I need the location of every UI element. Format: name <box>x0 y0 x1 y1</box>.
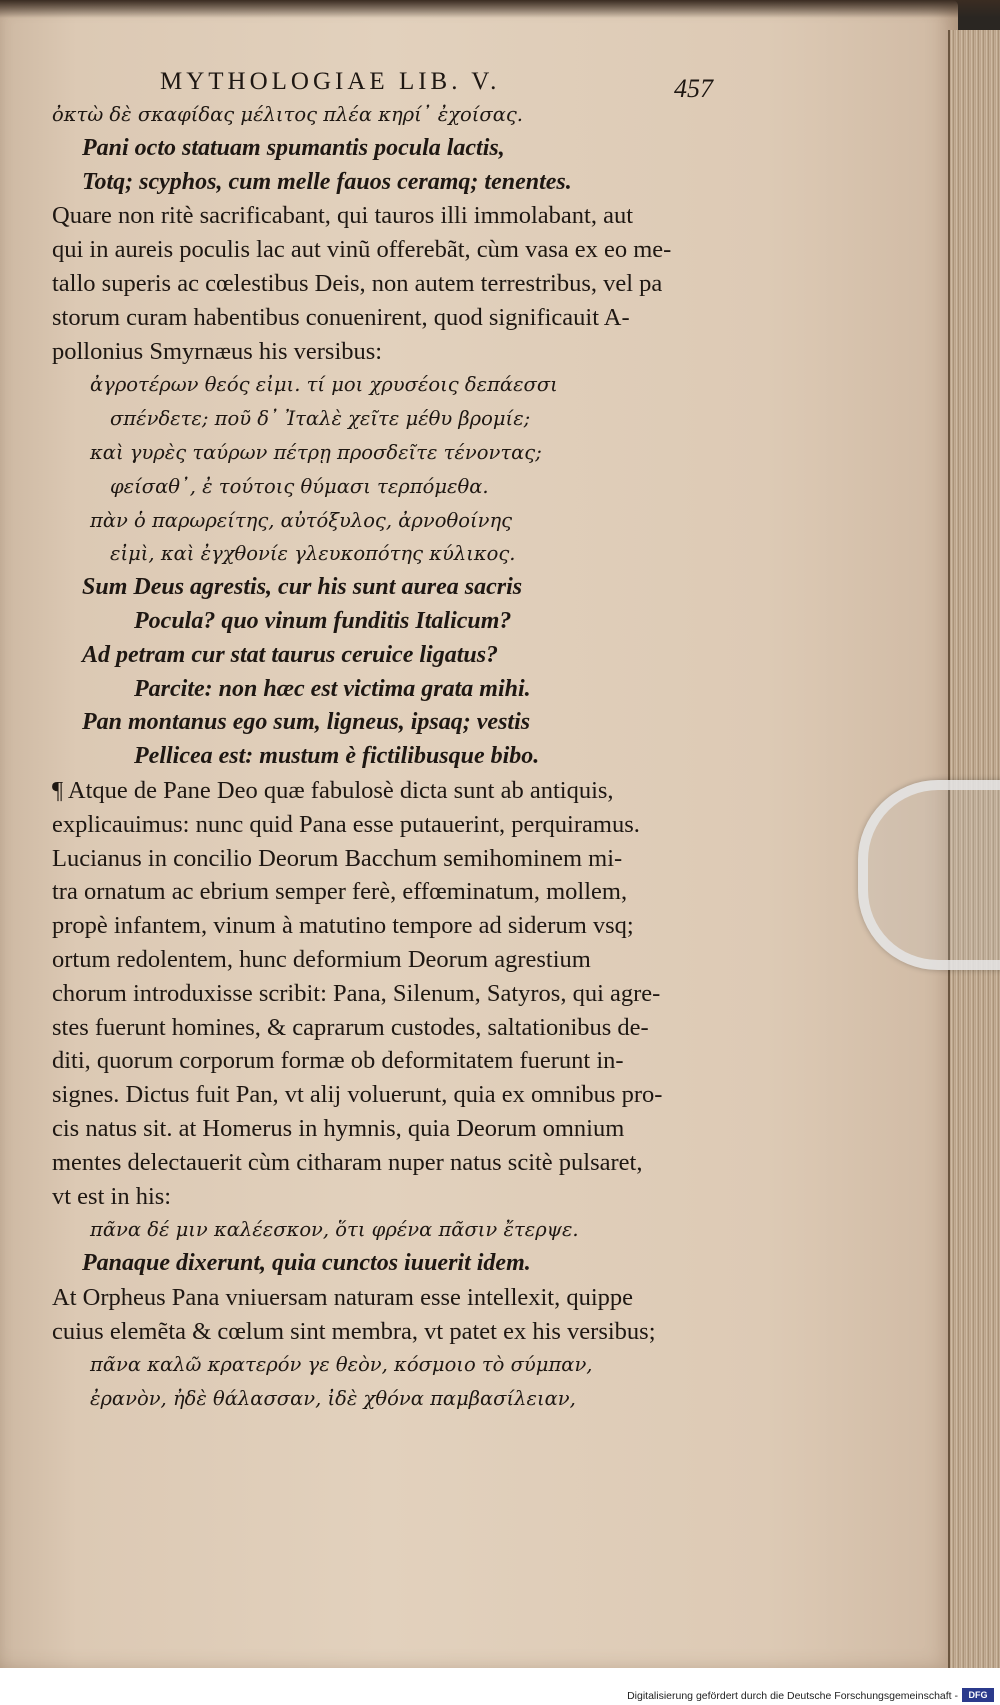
greek-text-line: καὶ γυρὲς ταύρων πέτρῃ προσδεῖτε τένοντας; <box>90 440 542 464</box>
verse-text-line: Pocula? quo vinum funditis Italicum? <box>134 607 512 634</box>
greek-text-line: ὀκτὼ δὲ σκαφίδας μέλιτος πλέα κηρί᾽ ἐχοίσας. <box>52 103 523 126</box>
latin-text-line: ortum redolentem, hunc deformium Deorum agrestium <box>52 945 591 973</box>
latin-text-line: diti, quorum corporum formæ ob deformitatem fuerunt in- <box>52 1047 624 1075</box>
latin-text-line: qui in aureis poculis lac aut vinũ offerebãt, cùm vasa ex eo me- <box>52 236 672 264</box>
latin-text-line: signes. Dictus fuit Pan, vt alij voluerunt, quia ex omnibus pro- <box>52 1081 663 1109</box>
digitization-footer <box>0 1668 1000 1705</box>
verse-text-line: Totq; scyphos, cum melle fauos ceramq; tenentes. <box>82 168 572 195</box>
latin-text-line: stes fuerunt homines, & caprarum custodes, saltationibus de- <box>52 1013 649 1041</box>
greek-text-line: σπένδετε; ποῦ δ᾽ Ἰταλὲ χεῖτε μέθυ βρομίε; <box>110 407 531 431</box>
latin-text-line: Quare non ritè sacrificabant, qui tauros illi immolabant, aut <box>52 202 634 230</box>
latin-text-line: pollonius Smyrnæus his versibus: <box>52 337 383 365</box>
latin-text-line: cuius elemẽta & cœlum sint membra, vt patet ex his versibus; <box>52 1317 656 1345</box>
latin-text-line: chorum introduxisse scribit: Pana, Silenum, Satyros, qui agre- <box>52 979 661 1007</box>
greek-text-line: πᾶνα δέ μιν καλέεσκον, ὅτι φρένα πᾶσιν ἔτερψε. <box>90 1218 579 1242</box>
latin-text-line: tallo superis ac cœlestibus Deis, non autem terrestribus, vel pa <box>52 269 663 297</box>
latin-text-line: vt est in his: <box>52 1182 172 1210</box>
page-number: 457 <box>674 74 713 103</box>
verse-text-line: Parcite: non hæc est victima grata mihi. <box>134 675 531 702</box>
latin-text-line: At Orpheus Pana vniuersam naturam esse intellexit, quippe <box>52 1283 634 1311</box>
greek-text-line: πᾶνα καλῶ κρατερόν γε θεὸν, κόσμοιο τὸ σύμπαν, <box>90 1353 593 1377</box>
greek-text-line: πὰν ὁ παρωρείτης, αὐτόξυλος, ἀρνοθοίνης <box>90 508 513 532</box>
page-clip <box>858 780 1000 970</box>
latin-text-line: propè infantem, vinum à matutino tempore ad siderum vsq; <box>52 912 634 940</box>
latin-text-line: storum curam habentibus conuenirent, quod significauit A- <box>52 303 630 331</box>
greek-text-line: εἰμὶ, καὶ ἐγχθονίε γλευκοπότης κύλικος. <box>110 542 516 566</box>
latin-text-line: tra ornatum ac ebrium semper ferè, effœminatum, mollem, <box>52 878 628 906</box>
page-text-block <box>52 68 742 1416</box>
latin-text-line: cis natus sit. at Homerus in hymnis, quia Deorum omnium <box>52 1114 625 1142</box>
text-lines <box>52 98 742 1416</box>
latin-text-line: mentes delectauerit cùm citharam nuper natus scitè pulsaret, <box>52 1148 643 1176</box>
latin-text-line: explicauimus: nunc quid Pana esse putauerint, perquiramus. <box>52 810 640 838</box>
verse-text-line: Pan montanus ego sum, ligneus, ipsaq; vestis <box>82 709 531 736</box>
greek-text-line: ἐρανὸν, ἠδὲ θάλασσαν, ἰδὲ χθόνα παμβασίλειαν, <box>90 1387 576 1411</box>
funding-credit: Digitalisierung gefördert durch die Deutsche Forschungsgemeinschaft - <box>627 1690 958 1702</box>
verse-text-line: Panaque dixerunt, quia cunctos iuuerit idem. <box>82 1250 531 1277</box>
latin-text-line: ¶ Atque de Pane Deo quæ fabulosè dicta sunt ab antiquis, <box>52 776 614 804</box>
latin-text-line: Lucianus in concilio Deorum Bacchum semihominem mi- <box>52 844 623 872</box>
dfg-logo: DFG <box>962 1688 994 1702</box>
greek-text-line: ἀγροτέρων θεός εἰμι. τί μοι χρυσέοις δεπάεσσι <box>90 373 558 397</box>
verse-text-line: Ad petram cur stat taurus ceruice ligatus? <box>82 641 499 668</box>
verse-text-line: Pellicea est: mustum è fictilibusque bibo. <box>134 743 540 770</box>
verse-text-line: Sum Deus agrestis, cur his sunt aurea sacris <box>82 574 523 601</box>
running-head-title: MYTHOLOGIAE LIB. V. <box>160 68 501 95</box>
verse-text-line: Pani octo statuam spumantis pocula lactis, <box>82 134 505 161</box>
greek-text-line: φείσαθ᾽, ἐ τούτοις θύμασι τερπόμεθα. <box>110 474 489 498</box>
running-head <box>52 68 742 103</box>
binding-shadow <box>0 0 1000 18</box>
